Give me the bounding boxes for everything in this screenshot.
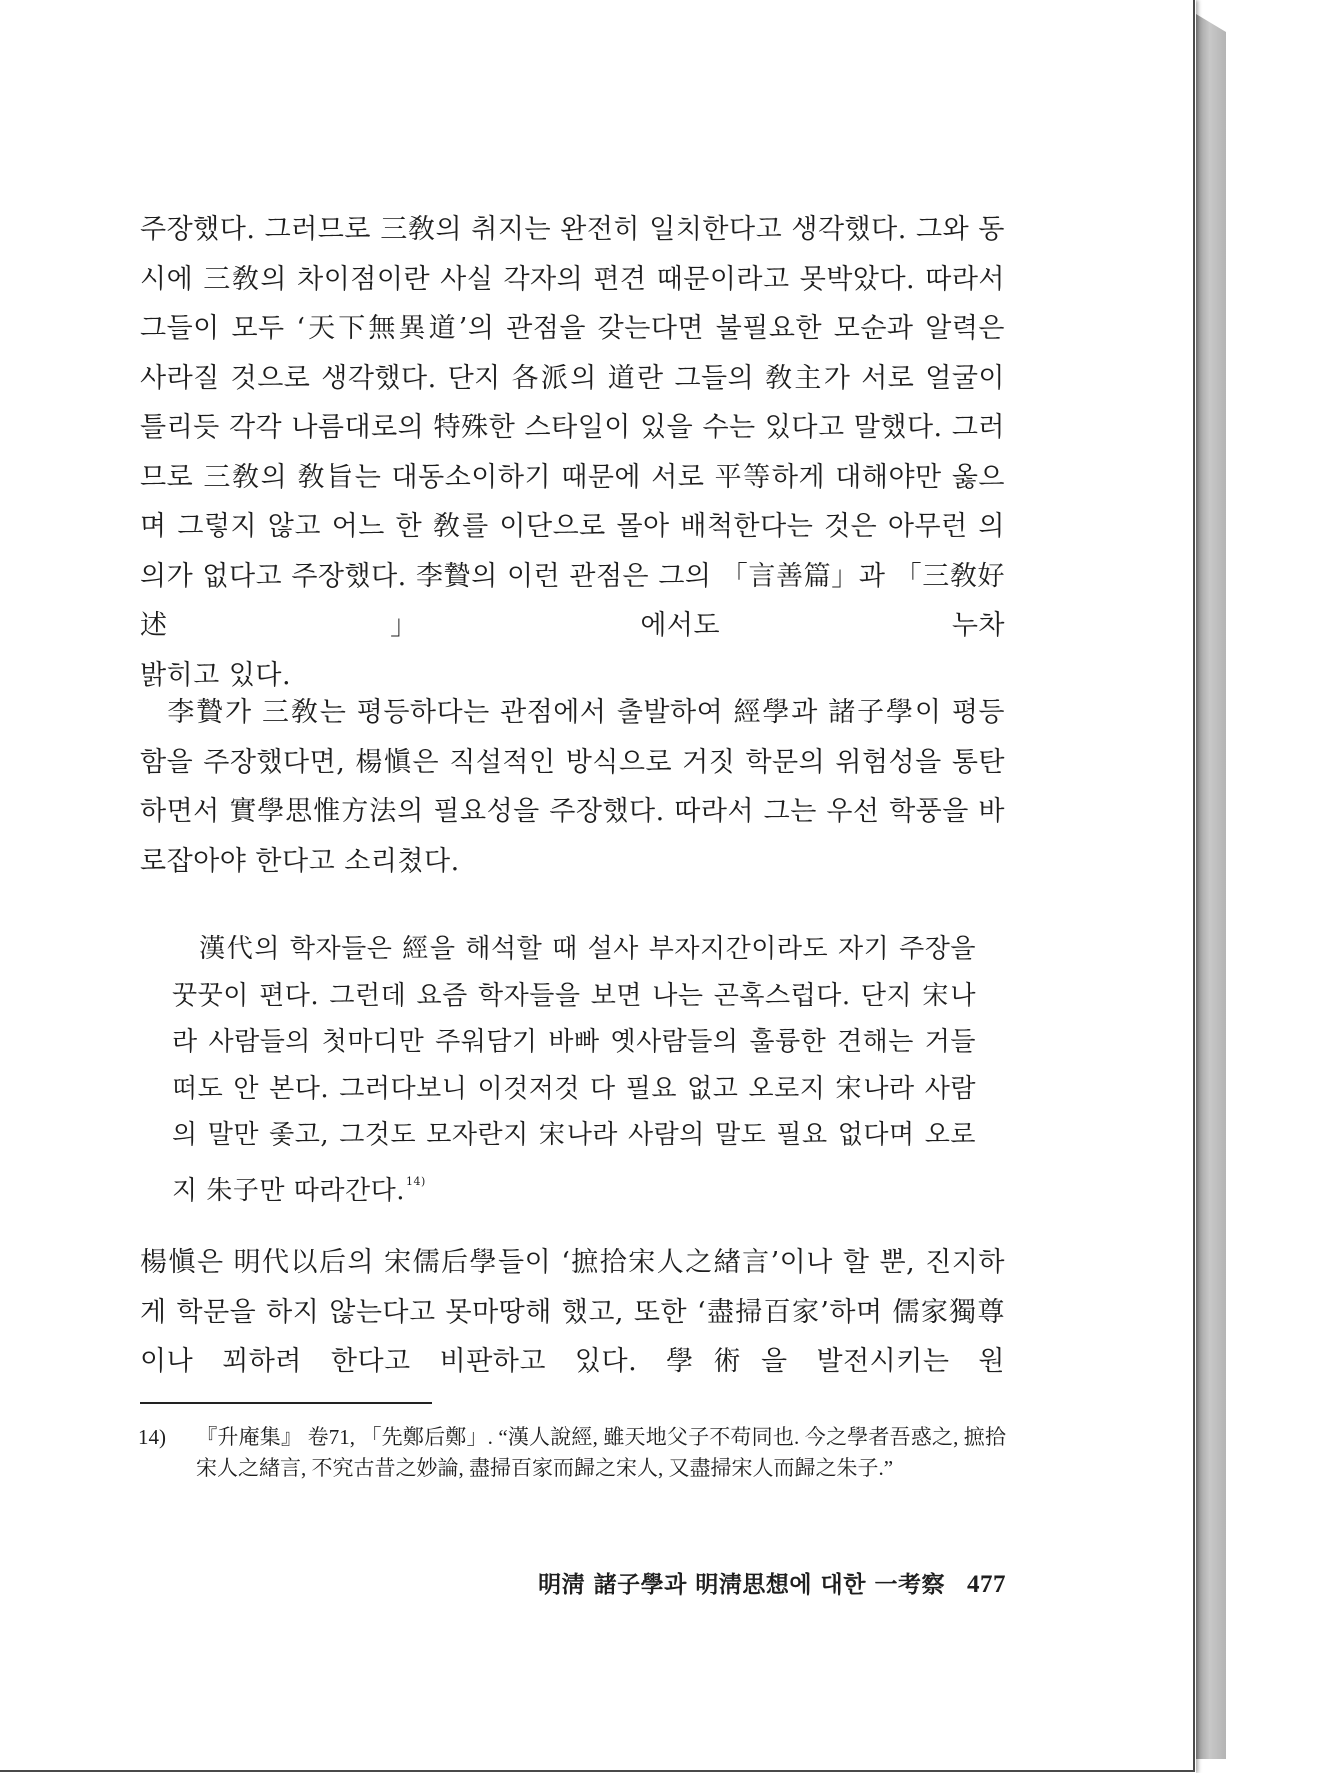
footnote-text: 『升庵集』 卷71, 「先鄭后鄭」. “漢人說經, 雖天地父子不苟同也. 今之學者吾惑之, 摭拾宋人之緖言, 不究古昔之妙論, 盡掃百家而歸之宋人, 又盡掃宋人而歸之朱子.” <box>196 1425 1006 1480</box>
running-footer-title: 明淸 諸子學과 明淸思想에 대한 一考察 <box>538 1571 945 1598</box>
running-footer <box>538 1566 1006 1599</box>
body-paragraph-1 <box>140 205 1005 700</box>
page-edge-shadow <box>1196 14 1226 1759</box>
footnote-body <box>138 1422 1006 1484</box>
body-paragraph-3 <box>140 1238 1005 1387</box>
block-quote-text: 漢代의 학자들은 經을 해석할 때 설사 부자지간이라도 자기 주장을 꿋꿋이 편다. 그런데 요즘 학자들을 보면 나는 곤혹스럽다. 단지 宋나라 사람들의 첫마디만 주워담기 바빠 옛사람들의 훌륭한 견해는 거들떠도 안 본다. 그러다보니 이것저것 다 필요 없고 오로지 宋나라 사람의 말만 좇고, 그것도 모자란지 宋나라 사람의 말도 필요 없다며 오로지 朱子만 따라간다. <box>172 934 976 1206</box>
body-paragraph-1-tail: 밝히고 있다. <box>140 659 292 691</box>
body-paragraph-2 <box>140 688 1005 886</box>
footnote-divider <box>140 1402 432 1404</box>
body-paragraph-3-text: 楊愼은 明代以后의 宋儒后學들이 ‘摭拾宋人之緖言’이나 할 뿐, 진지하게 학문을 하지 않는다고 못마땅해 했고, 또한 ‘盡掃百家’하며 儒家獨尊이나 꾀하려 한다고 비판하고 있다. 學術을 발전시키는 원 <box>140 1247 1005 1377</box>
footnote <box>138 1422 1006 1484</box>
page-number: 477 <box>967 1571 1006 1598</box>
block-quote <box>172 926 976 1214</box>
footnote-number: 14) <box>138 1425 166 1449</box>
body-paragraph-2-text: 李贄가 三敎는 평등하다는 관점에서 출발하여 經學과 諸子學이 평등함을 주장했다면, 楊愼은 직설적인 방식으로 거짓 학문의 위험성을 통탄하면서 實學思惟方法의 필요성을 주장했다. 따라서 그는 우선 학풍을 바로잡아야 한다고 소리쳤다. <box>140 697 1005 877</box>
body-paragraph-1-text: 주장했다. 그러므로 三敎의 취지는 완전히 일치한다고 생각했다. 그와 동시에 三敎의 차이점이란 사실 각자의 편견 때문이라고 못박았다. 따라서 그들이 모두 ‘天下無異道’의 관점을 갖는다면 불필요한 모순과 알력은 사라질 것으로 생각했다. 단지 各派의 道란 그들의 敎主가 서로 얼굴이 틀리듯 각각 나름대로의 特殊한 스타일이 있을 수는 있다고 말했다. 그러므로 三敎의 敎旨는 대동소이하기 때문에 서로 平等하게 대해야만 옳으며 그렇지 않고 어느 한 敎를 이단으로 몰아 배척한다는 것은 아무런 의의가 없다고 주장했다. 李贄의 이런 관점은 그의 「言善篇」과 「三敎好述」에서도 누차 <box>140 214 1005 641</box>
footnote-reference[interactable]: 14) <box>406 1174 426 1188</box>
